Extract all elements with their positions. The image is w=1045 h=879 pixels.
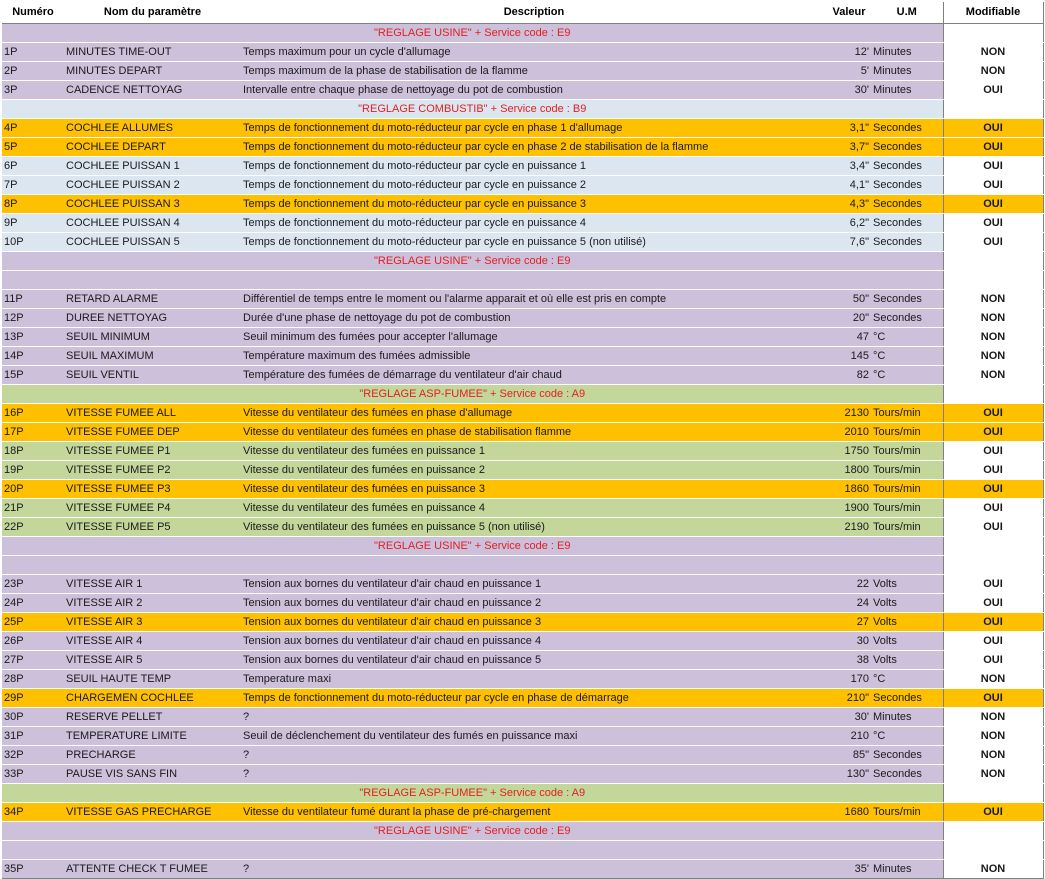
param-name: DUREE NETTOYAG bbox=[64, 309, 241, 328]
param-value: 4,1" bbox=[827, 176, 871, 195]
param-description: Tension aux bornes du ventilateur d'air chaud en puissance 5 bbox=[241, 651, 827, 670]
param-description: Temps de fonctionnement du moto-réducteur par cycle en puissance 5 (non utilisé) bbox=[241, 233, 827, 252]
modifiable-cell: NON bbox=[943, 860, 1043, 879]
modifiable-cell: OUI bbox=[943, 176, 1043, 195]
parameter-rows bbox=[2, 24, 1043, 879]
table-row bbox=[2, 765, 1043, 784]
param-value: 210" bbox=[827, 689, 871, 708]
modifiable-cell: OUI bbox=[943, 119, 1043, 138]
param-description: Vitesse du ventilateur des fumées en phase d'allumage bbox=[241, 404, 827, 423]
param-name: VITESSE FUMEE P1 bbox=[64, 442, 241, 461]
section-title: "REGLAGE ASP-FUMEE" + Service code : A9 bbox=[2, 784, 943, 803]
table-row bbox=[2, 119, 1043, 138]
section-title: "REGLAGE ASP-FUMEE" + Service code : A9 bbox=[2, 385, 943, 404]
param-number: 12P bbox=[2, 309, 64, 328]
param-description: Tension aux bornes du ventilateur d'air chaud en puissance 4 bbox=[241, 632, 827, 651]
param-unit: Minutes bbox=[871, 708, 943, 727]
param-name: COCHLEE ALLUMES bbox=[64, 119, 241, 138]
table-row bbox=[2, 613, 1043, 632]
param-unit: Minutes bbox=[871, 860, 943, 879]
param-unit: Secondes bbox=[871, 119, 943, 138]
modifiable-cell: NON bbox=[943, 765, 1043, 784]
modifiable-cell: OUI bbox=[943, 480, 1043, 499]
table-row bbox=[2, 518, 1043, 537]
modifiable-cell: OUI bbox=[943, 81, 1043, 100]
param-description: Temps de fonctionnement du moto-réducteur par cycle en puissance 1 bbox=[241, 157, 827, 176]
param-number: 22P bbox=[2, 518, 64, 537]
table-row bbox=[2, 727, 1043, 746]
param-name: RESERVE PELLET bbox=[64, 708, 241, 727]
table-row bbox=[2, 214, 1043, 233]
modifiable-cell bbox=[943, 784, 1043, 803]
empty-row bbox=[2, 271, 1043, 290]
param-description: Temps de fonctionnement du moto-réducteur par cycle en phase 1 d'allumage bbox=[241, 119, 827, 138]
param-number: 29P bbox=[2, 689, 64, 708]
param-description: Différentiel de temps entre le moment ou l'alarme apparait et où elle est pris en compte bbox=[241, 290, 827, 309]
table-row bbox=[2, 708, 1043, 727]
modifiable-cell: OUI bbox=[943, 461, 1043, 480]
param-name: CADENCE NETTOYAG bbox=[64, 81, 241, 100]
modifiable-cell: OUI bbox=[943, 651, 1043, 670]
param-unit: °C bbox=[871, 328, 943, 347]
param-unit: Volts bbox=[871, 651, 943, 670]
param-name: VITESSE FUMEE P4 bbox=[64, 499, 241, 518]
param-number: 1P bbox=[2, 43, 64, 62]
section-row bbox=[2, 537, 1043, 556]
param-value: 4,3" bbox=[827, 195, 871, 214]
param-unit: Secondes bbox=[871, 214, 943, 233]
param-unit: Volts bbox=[871, 613, 943, 632]
param-name: SEUIL MAXIMUM bbox=[64, 347, 241, 366]
param-description: Temps de fonctionnement du moto-réducteur par cycle en puissance 2 bbox=[241, 176, 827, 195]
param-number: 18P bbox=[2, 442, 64, 461]
empty-row bbox=[2, 556, 1043, 575]
param-value: 1680 bbox=[827, 803, 871, 822]
modifiable-cell bbox=[943, 537, 1043, 556]
table-row bbox=[2, 594, 1043, 613]
param-value: 35' bbox=[827, 860, 871, 879]
param-description: Vitesse du ventilateur des fumées en phase de stabilisation flamme bbox=[241, 423, 827, 442]
param-description: Température des fumées de démarrage du ventilateur d'air chaud bbox=[241, 366, 827, 385]
section-row bbox=[2, 100, 1043, 119]
param-name: PRECHARGE bbox=[64, 746, 241, 765]
table-row bbox=[2, 81, 1043, 100]
param-unit: Tours/min bbox=[871, 461, 943, 480]
section-row bbox=[2, 385, 1043, 404]
param-number: 13P bbox=[2, 328, 64, 347]
modifiable-cell: OUI bbox=[943, 613, 1043, 632]
modifiable-cell: OUI bbox=[943, 499, 1043, 518]
param-unit: °C bbox=[871, 347, 943, 366]
param-unit: Tours/min bbox=[871, 518, 943, 537]
param-number: 5P bbox=[2, 138, 64, 157]
param-description: Tension aux bornes du ventilateur d'air chaud en puissance 1 bbox=[241, 575, 827, 594]
modifiable-cell: NON bbox=[943, 727, 1043, 746]
param-name: SEUIL HAUTE TEMP bbox=[64, 670, 241, 689]
modifiable-cell: OUI bbox=[943, 518, 1043, 537]
param-value: 27 bbox=[827, 613, 871, 632]
modifiable-cell bbox=[943, 822, 1043, 841]
table-row bbox=[2, 670, 1043, 689]
param-description: Temperature maxi bbox=[241, 670, 827, 689]
param-unit: Secondes bbox=[871, 290, 943, 309]
modifiable-cell bbox=[943, 841, 1043, 860]
param-number: 8P bbox=[2, 195, 64, 214]
param-unit: Tours/min bbox=[871, 423, 943, 442]
param-name: SEUIL MINIMUM bbox=[64, 328, 241, 347]
table-row bbox=[2, 461, 1043, 480]
param-value: 210 bbox=[827, 727, 871, 746]
section-title: "REGLAGE USINE" + Service code : E9 bbox=[2, 252, 943, 271]
param-value: 82 bbox=[827, 366, 871, 385]
param-number: 10P bbox=[2, 233, 64, 252]
header-num: Numéro bbox=[2, 2, 64, 24]
param-description: Vitesse du ventilateur fumé durant la phase de pré-chargement bbox=[241, 803, 827, 822]
param-name: VITESSE FUMEE P3 bbox=[64, 480, 241, 499]
param-name: SEUIL VENTIL bbox=[64, 366, 241, 385]
param-unit: Tours/min bbox=[871, 480, 943, 499]
param-unit: Secondes bbox=[871, 746, 943, 765]
param-value: 85" bbox=[827, 746, 871, 765]
param-value: 30' bbox=[827, 708, 871, 727]
param-unit: Volts bbox=[871, 594, 943, 613]
param-value: 2190 bbox=[827, 518, 871, 537]
param-number: 17P bbox=[2, 423, 64, 442]
param-description: Seuil minimum des fumées pour accepter l'allumage bbox=[241, 328, 827, 347]
table-row bbox=[2, 746, 1043, 765]
param-description: Vitesse du ventilateur des fumées en puissance 3 bbox=[241, 480, 827, 499]
param-description: ? bbox=[241, 860, 827, 879]
modifiable-cell bbox=[943, 24, 1043, 43]
param-unit: Secondes bbox=[871, 233, 943, 252]
modifiable-cell: OUI bbox=[943, 195, 1043, 214]
table-row bbox=[2, 62, 1043, 81]
param-unit: °C bbox=[871, 727, 943, 746]
param-number: 31P bbox=[2, 727, 64, 746]
param-number: 25P bbox=[2, 613, 64, 632]
param-value: 50" bbox=[827, 290, 871, 309]
table-row bbox=[2, 423, 1043, 442]
modifiable-cell: NON bbox=[943, 309, 1043, 328]
param-description: Temps de fonctionnement du moto-réducteur par cycle en puissance 4 bbox=[241, 214, 827, 233]
modifiable-cell: NON bbox=[943, 366, 1043, 385]
table-row bbox=[2, 176, 1043, 195]
param-number: 2P bbox=[2, 62, 64, 81]
param-value: 5' bbox=[827, 62, 871, 81]
param-value: 3,4" bbox=[827, 157, 871, 176]
param-unit: Secondes bbox=[871, 138, 943, 157]
modifiable-cell: OUI bbox=[943, 632, 1043, 651]
param-description: Température maximum des fumées admissible bbox=[241, 347, 827, 366]
param-name: VITESSE FUMEE DEP bbox=[64, 423, 241, 442]
empty-cell bbox=[2, 841, 943, 860]
modifiable-cell: OUI bbox=[943, 803, 1043, 822]
section-row bbox=[2, 24, 1043, 43]
param-value: 30 bbox=[827, 632, 871, 651]
header-mod: Modifiable bbox=[943, 2, 1043, 24]
table-row bbox=[2, 138, 1043, 157]
modifiable-cell: OUI bbox=[943, 575, 1043, 594]
param-value: 22 bbox=[827, 575, 871, 594]
param-value: 12' bbox=[827, 43, 871, 62]
param-description: Temps de fonctionnement du moto-réducteur par cycle en phase de démarrage bbox=[241, 689, 827, 708]
param-description: Seuil de déclenchement du ventilateur des fumés en puissance maxi bbox=[241, 727, 827, 746]
modifiable-cell bbox=[943, 556, 1043, 575]
table-row bbox=[2, 480, 1043, 499]
param-value: 130" bbox=[827, 765, 871, 784]
param-name: COCHLEE DEPART bbox=[64, 138, 241, 157]
param-number: 11P bbox=[2, 290, 64, 309]
param-number: 7P bbox=[2, 176, 64, 195]
param-number: 34P bbox=[2, 803, 64, 822]
param-name: VITESSE AIR 2 bbox=[64, 594, 241, 613]
param-name: VITESSE FUMEE P5 bbox=[64, 518, 241, 537]
table-row bbox=[2, 499, 1043, 518]
param-name: VITESSE AIR 1 bbox=[64, 575, 241, 594]
param-number: 23P bbox=[2, 575, 64, 594]
param-name: PAUSE VIS SANS FIN bbox=[64, 765, 241, 784]
table-row bbox=[2, 803, 1043, 822]
table-row bbox=[2, 233, 1043, 252]
param-description: Tension aux bornes du ventilateur d'air chaud en puissance 2 bbox=[241, 594, 827, 613]
param-name: TEMPERATURE LIMITE bbox=[64, 727, 241, 746]
param-value: 3,1" bbox=[827, 119, 871, 138]
param-value: 47 bbox=[827, 328, 871, 347]
param-unit: Tours/min bbox=[871, 442, 943, 461]
param-name: VITESSE FUMEE P2 bbox=[64, 461, 241, 480]
param-number: 35P bbox=[2, 860, 64, 879]
param-unit: Minutes bbox=[871, 81, 943, 100]
param-number: 26P bbox=[2, 632, 64, 651]
param-number: 32P bbox=[2, 746, 64, 765]
table-row bbox=[2, 860, 1043, 879]
modifiable-cell: NON bbox=[943, 43, 1043, 62]
modifiable-cell bbox=[943, 271, 1043, 290]
param-name: VITESSE AIR 4 bbox=[64, 632, 241, 651]
param-description: ? bbox=[241, 708, 827, 727]
table-row bbox=[2, 651, 1043, 670]
param-value: 170 bbox=[827, 670, 871, 689]
param-name: VITESSE AIR 3 bbox=[64, 613, 241, 632]
param-description: ? bbox=[241, 746, 827, 765]
param-value: 20" bbox=[827, 309, 871, 328]
param-value: 145 bbox=[827, 347, 871, 366]
param-unit: Volts bbox=[871, 632, 943, 651]
section-title: "REGLAGE USINE" + Service code : E9 bbox=[2, 537, 943, 556]
param-value: 1800 bbox=[827, 461, 871, 480]
param-number: 6P bbox=[2, 157, 64, 176]
param-value: 1860 bbox=[827, 480, 871, 499]
table-row bbox=[2, 575, 1043, 594]
param-number: 21P bbox=[2, 499, 64, 518]
param-unit: °C bbox=[871, 366, 943, 385]
modifiable-cell: NON bbox=[943, 708, 1043, 727]
table-row bbox=[2, 442, 1043, 461]
section-row bbox=[2, 822, 1043, 841]
modifiable-cell: NON bbox=[943, 670, 1043, 689]
param-name: MINUTES DEPART bbox=[64, 62, 241, 81]
param-description: Vitesse du ventilateur des fumées en puissance 1 bbox=[241, 442, 827, 461]
section-row bbox=[2, 784, 1043, 803]
header-row bbox=[2, 2, 1043, 24]
header-val: Valeur bbox=[827, 2, 871, 24]
param-description: ? bbox=[241, 765, 827, 784]
param-number: 3P bbox=[2, 81, 64, 100]
empty-row bbox=[2, 841, 1043, 860]
param-unit: Tours/min bbox=[871, 499, 943, 518]
param-description: Tension aux bornes du ventilateur d'air chaud en puissance 3 bbox=[241, 613, 827, 632]
param-description: Vitesse du ventilateur des fumées en puissance 4 bbox=[241, 499, 827, 518]
modifiable-cell: OUI bbox=[943, 157, 1043, 176]
param-unit: Volts bbox=[871, 575, 943, 594]
param-unit: Tours/min bbox=[871, 803, 943, 822]
modifiable-cell: NON bbox=[943, 62, 1043, 81]
modifiable-cell: OUI bbox=[943, 689, 1043, 708]
section-title: "REGLAGE COMBUSTIB" + Service code : B9 bbox=[2, 100, 943, 119]
header-desc: Description bbox=[241, 2, 827, 24]
param-unit: Tours/min bbox=[871, 404, 943, 423]
param-value: 30' bbox=[827, 81, 871, 100]
param-value: 38 bbox=[827, 651, 871, 670]
param-description: Temps maximum pour un cycle d'allumage bbox=[241, 43, 827, 62]
param-value: 1750 bbox=[827, 442, 871, 461]
section-title: "REGLAGE USINE" + Service code : E9 bbox=[2, 24, 943, 43]
table-row bbox=[2, 689, 1043, 708]
param-value: 6,2" bbox=[827, 214, 871, 233]
param-number: 30P bbox=[2, 708, 64, 727]
param-name: COCHLEE PUISSAN 5 bbox=[64, 233, 241, 252]
param-number: 20P bbox=[2, 480, 64, 499]
param-name: COCHLEE PUISSAN 4 bbox=[64, 214, 241, 233]
param-description: Temps de fonctionnement du moto-réducteur par cycle en phase 2 de stabilisation de la flamme bbox=[241, 138, 827, 157]
param-number: 9P bbox=[2, 214, 64, 233]
modifiable-cell: NON bbox=[943, 290, 1043, 309]
param-value: 3,7" bbox=[827, 138, 871, 157]
section-row bbox=[2, 252, 1043, 271]
param-number: 14P bbox=[2, 347, 64, 366]
modifiable-cell bbox=[943, 100, 1043, 119]
modifiable-cell: OUI bbox=[943, 233, 1043, 252]
param-unit: Secondes bbox=[871, 157, 943, 176]
modifiable-cell bbox=[943, 385, 1043, 404]
table-row bbox=[2, 366, 1043, 385]
param-unit: Secondes bbox=[871, 765, 943, 784]
header-um: U.M bbox=[871, 2, 943, 24]
param-description: Vitesse du ventilateur des fumées en puissance 5 (non utilisé) bbox=[241, 518, 827, 537]
param-unit: Secondes bbox=[871, 309, 943, 328]
param-number: 28P bbox=[2, 670, 64, 689]
param-unit: °C bbox=[871, 670, 943, 689]
param-number: 33P bbox=[2, 765, 64, 784]
param-name: VITESSE GAS PRECHARGE bbox=[64, 803, 241, 822]
table-row bbox=[2, 632, 1043, 651]
param-description: Temps de fonctionnement du moto-réducteur par cycle en puissance 3 bbox=[241, 195, 827, 214]
table-row bbox=[2, 195, 1043, 214]
table-row bbox=[2, 328, 1043, 347]
modifiable-cell bbox=[943, 252, 1043, 271]
table-row bbox=[2, 347, 1043, 366]
param-name: CHARGEMEN COCHLEE bbox=[64, 689, 241, 708]
param-value: 2010 bbox=[827, 423, 871, 442]
modifiable-cell: OUI bbox=[943, 404, 1043, 423]
modifiable-cell: OUI bbox=[943, 442, 1043, 461]
modifiable-cell: NON bbox=[943, 746, 1043, 765]
header-name: Nom du paramètre bbox=[64, 2, 241, 24]
table-row bbox=[2, 43, 1043, 62]
param-value: 1900 bbox=[827, 499, 871, 518]
param-name: COCHLEE PUISSAN 1 bbox=[64, 157, 241, 176]
param-value: 24 bbox=[827, 594, 871, 613]
table-row bbox=[2, 157, 1043, 176]
modifiable-cell: NON bbox=[943, 328, 1043, 347]
param-unit: Minutes bbox=[871, 43, 943, 62]
param-number: 27P bbox=[2, 651, 64, 670]
empty-cell bbox=[2, 556, 943, 575]
param-number: 16P bbox=[2, 404, 64, 423]
modifiable-cell: OUI bbox=[943, 423, 1043, 442]
param-name: ATTENTE CHECK T FUMEE bbox=[64, 860, 241, 879]
param-description: Temps maximum de la phase de stabilisation de la flamme bbox=[241, 62, 827, 81]
param-value: 2130 bbox=[827, 404, 871, 423]
param-description: Intervalle entre chaque phase de nettoyage du pot de combustion bbox=[241, 81, 827, 100]
param-name: RETARD ALARME bbox=[64, 290, 241, 309]
param-number: 24P bbox=[2, 594, 64, 613]
param-description: Durée d'une phase de nettoyage du pot de combustion bbox=[241, 309, 827, 328]
modifiable-cell: OUI bbox=[943, 214, 1043, 233]
param-unit: Secondes bbox=[871, 176, 943, 195]
param-name: MINUTES TIME-OUT bbox=[64, 43, 241, 62]
param-description: Vitesse du ventilateur des fumées en puissance 2 bbox=[241, 461, 827, 480]
param-number: 15P bbox=[2, 366, 64, 385]
modifiable-cell: OUI bbox=[943, 138, 1043, 157]
table-row bbox=[2, 290, 1043, 309]
param-name: COCHLEE PUISSAN 3 bbox=[64, 195, 241, 214]
parameter-table bbox=[2, 2, 1044, 879]
param-name: VITESSE FUMEE ALL bbox=[64, 404, 241, 423]
section-title: "REGLAGE USINE" + Service code : E9 bbox=[2, 822, 943, 841]
empty-cell bbox=[2, 271, 943, 290]
param-name: VITESSE AIR 5 bbox=[64, 651, 241, 670]
modifiable-cell: NON bbox=[943, 347, 1043, 366]
param-name: COCHLEE PUISSAN 2 bbox=[64, 176, 241, 195]
table-row bbox=[2, 309, 1043, 328]
table-row bbox=[2, 404, 1043, 423]
param-unit: Minutes bbox=[871, 62, 943, 81]
param-value: 7,6" bbox=[827, 233, 871, 252]
param-number: 4P bbox=[2, 119, 64, 138]
param-number: 19P bbox=[2, 461, 64, 480]
param-unit: Secondes bbox=[871, 195, 943, 214]
modifiable-cell: OUI bbox=[943, 594, 1043, 613]
param-unit: Secondes bbox=[871, 689, 943, 708]
